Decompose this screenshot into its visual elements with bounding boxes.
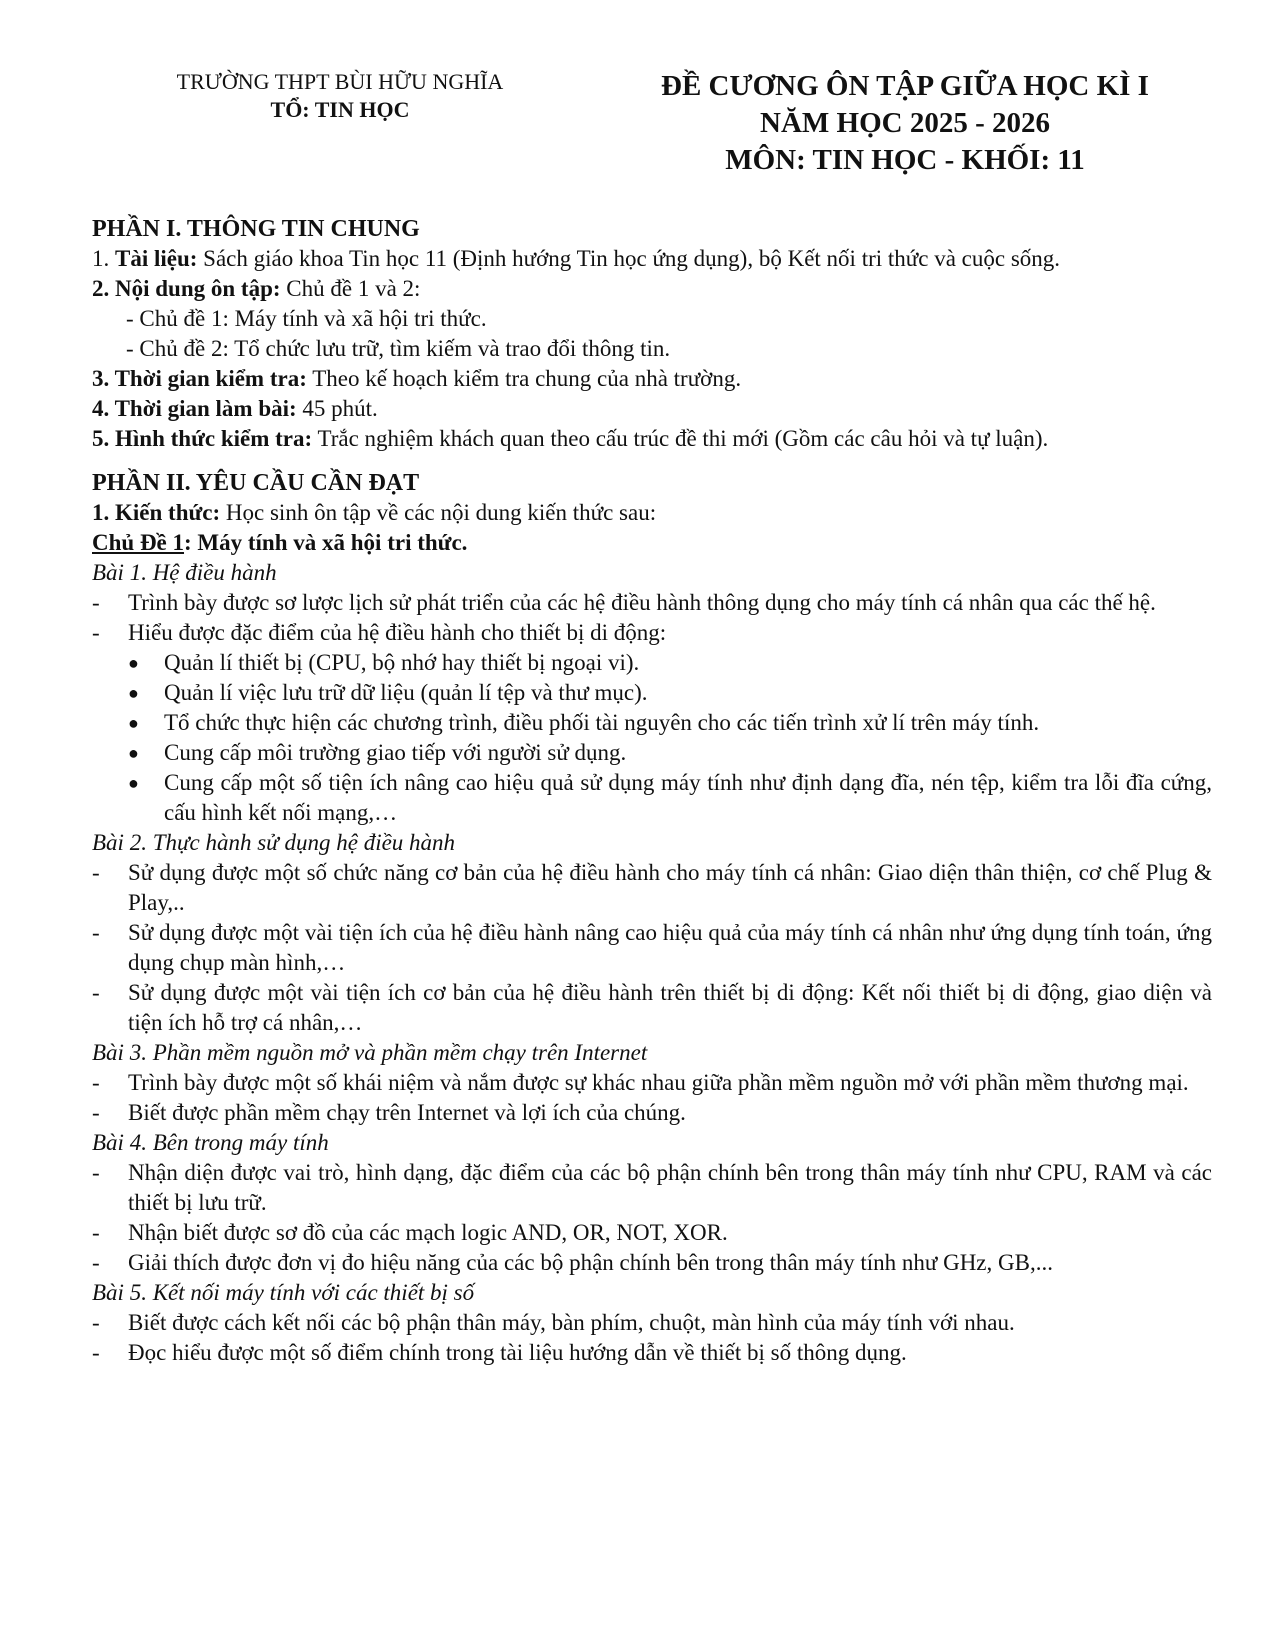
bullet-item <box>92 648 1212 678</box>
dash-marker: - <box>92 1310 100 1335</box>
header-left <box>120 68 560 124</box>
part1-title: PHẦN I. THÔNG TIN CHUNG <box>92 216 420 242</box>
knowledge-text: Học sinh ôn tập về các nội dung kiến thức sau: <box>220 500 657 525</box>
lesson-2-title: Bài 2. Thực hành sử dụng hệ điều hành <box>92 830 456 855</box>
dash-marker: - <box>92 590 100 615</box>
topic-1-title: : Máy tính và xã hội tri thức. <box>184 530 468 555</box>
item-label: 4. Thời gian làm bài: <box>92 396 297 421</box>
part1-item-1 <box>92 244 1212 274</box>
lesson-3-item <box>92 1068 1212 1098</box>
dash-marker: - <box>92 1160 100 1185</box>
item-text: 45 phút. <box>296 396 378 421</box>
item-text: Biết được phần mềm chạy trên Internet và lợi ích của chúng. <box>128 1100 686 1125</box>
bullet-icon: ● <box>128 743 139 763</box>
lesson-2-item <box>92 858 1212 918</box>
bullet-icon: ● <box>128 773 139 793</box>
item-label: Tài liệu: <box>115 246 198 271</box>
lesson-2-item <box>92 978 1212 1038</box>
item-text: Cung cấp môi trường giao tiếp với người sử dụng. <box>164 740 627 765</box>
item-text: Quản lí thiết bị (CPU, bộ nhớ hay thiết bị ngoại vi). <box>164 650 640 675</box>
item-text: Trắc nghiệm khách quan theo cấu trúc đề thi mới (Gồm các câu hỏi và tự luận). <box>312 426 1049 451</box>
dash-marker: - <box>92 1220 100 1245</box>
title-line-2: NĂM HỌC 2025 - 2026 <box>760 107 1050 139</box>
document-title <box>630 68 1180 179</box>
document-body <box>92 214 1212 1368</box>
item-text: Nhận diện được vai trò, hình dạng, đặc điểm của các bộ phận chính bên trong thân máy tính như CPU, RAM và các thiết bị lưu trữ. <box>128 1160 1212 1215</box>
bullet-item <box>92 708 1212 738</box>
item-text: Hiểu được đặc điểm của hệ điều hành cho thiết bị di động: <box>128 620 667 645</box>
lesson-1-item <box>92 588 1212 618</box>
item-text: Chủ đề 1 và 2: <box>280 276 421 301</box>
bullet-item <box>92 738 1212 768</box>
dash-marker: - <box>92 1250 100 1275</box>
part1-item-4 <box>92 394 1212 424</box>
item-text: Trình bày được sơ lược lịch sử phát triển của các hệ điều hành thông dụng cho máy tính cá nhân qua các thế hệ. <box>128 590 1156 615</box>
dash-marker: - <box>92 860 100 885</box>
department-name: TỔ: TIN HỌC <box>270 97 410 122</box>
item-text: Sử dụng được một số chức năng cơ bản của hệ điều hành cho máy tính cá nhân: Giao diện thân thiện, cơ chế Plug & Play,.. <box>128 860 1212 915</box>
dash-marker: - <box>92 920 100 945</box>
item-text: Sách giáo khoa Tin học 11 (Định hướng Tin học ứng dụng), bộ Kết nối tri thức và cuộc sống. <box>197 246 1061 271</box>
item-label: 2. Nội dung ôn tập: <box>92 276 281 301</box>
part1-item-3 <box>92 364 1212 394</box>
item-text: Đọc hiểu được một số điểm chính trong tài liệu hướng dẫn về thiết bị số thông dụng. <box>128 1340 907 1365</box>
bullet-item <box>92 768 1212 828</box>
lesson-2-item <box>92 918 1212 978</box>
part1-item-2-sub-2: - Chủ đề 2: Tổ chức lưu trữ, tìm kiếm và trao đổi thông tin. <box>126 336 671 361</box>
lesson-4-item <box>92 1218 1212 1248</box>
item-text: Quản lí việc lưu trữ dữ liệu (quản lí tệp và thư mục). <box>164 680 648 705</box>
lesson-5-item <box>92 1338 1212 1368</box>
dash-marker: - <box>92 1100 100 1125</box>
part1-item-5 <box>92 424 1212 454</box>
item-text: Giải thích được đơn vị đo hiệu năng của các bộ phận chính bên trong thân máy tính như GHz, GB,... <box>128 1250 1053 1275</box>
item-label: 3. Thời gian kiểm tra: <box>92 366 307 391</box>
school-name: TRƯỜNG THPT BÙI HỮU NGHĨA <box>176 69 504 94</box>
item-text: Nhận biết được sơ đồ của các mạch logic AND, OR, NOT, XOR. <box>128 1220 728 1245</box>
lesson-5-title: Bài 5. Kết nối máy tính với các thiết bị số <box>92 1280 475 1305</box>
item-text: Theo kế hoạch kiểm tra chung của nhà trường. <box>306 366 742 391</box>
bullet-icon: ● <box>128 653 139 673</box>
lesson-4-item <box>92 1158 1212 1218</box>
title-line-3: MÔN: TIN HỌC - KHỐI: 11 <box>725 144 1085 176</box>
item-number: 1. <box>92 246 115 271</box>
item-text: Sử dụng được một vài tiện ích cơ bản của hệ điều hành trên thiết bị di động: Kết nối thiết bị di động, giao diện và tiện ích hỗ trợ cá nhân,… <box>128 980 1212 1035</box>
item-text: Sử dụng được một vài tiện ích của hệ điều hành nâng cao hiệu quả của máy tính cá nhân như ứng dụng tính toán, ứng dụng chụp màn hình,… <box>128 920 1212 975</box>
bullet-icon: ● <box>128 713 139 733</box>
lesson-1-item <box>92 618 1212 648</box>
lesson-5-item <box>92 1308 1212 1338</box>
topic-1-heading <box>92 528 1212 558</box>
item-label: 5. Hình thức kiểm tra: <box>92 426 313 451</box>
topic-1-label: Chủ Đề 1 <box>92 530 185 555</box>
lesson-1-title: Bài 1. Hệ điều hành <box>92 560 277 585</box>
item-text: Tổ chức thực hiện các chương trình, điều phối tài nguyên cho các tiến trình xử lí trên máy tính. <box>164 710 1040 735</box>
title-line-1: ĐỀ CƯƠNG ÔN TẬP GIỮA HỌC KÌ I <box>661 70 1149 102</box>
knowledge-label: 1. Kiến thức: <box>92 500 221 525</box>
lesson-4-title: Bài 4. Bên trong máy tính <box>92 1130 329 1155</box>
bullet-icon: ● <box>128 683 139 703</box>
part1-item-2-sub-1: - Chủ đề 1: Máy tính và xã hội tri thức. <box>126 306 487 331</box>
dash-marker: - <box>92 620 100 645</box>
item-text: Trình bày được một số khái niệm và nắm được sự khác nhau giữa phần mềm nguồn mở với phần mềm thương mại. <box>128 1070 1189 1095</box>
knowledge-line <box>92 498 1212 528</box>
lesson-3-title: Bài 3. Phần mềm nguồn mở và phần mềm chạy trên Internet <box>92 1040 648 1065</box>
bullet-item <box>92 678 1212 708</box>
lesson-4-item <box>92 1248 1212 1278</box>
dash-marker: - <box>92 1340 100 1365</box>
dash-marker: - <box>92 980 100 1005</box>
item-text: Biết được cách kết nối các bộ phận thân máy, bàn phím, chuột, màn hình của máy tính với nhau. <box>128 1310 1015 1335</box>
dash-marker: - <box>92 1070 100 1095</box>
lesson-3-item <box>92 1098 1212 1128</box>
item-text: Cung cấp một số tiện ích nâng cao hiệu quả sử dụng máy tính như định dạng đĩa, nén tệp, kiểm tra lỗi đĩa cứng, cấu hình kết nối mạng,… <box>164 770 1212 825</box>
part2-title: PHẦN II. YÊU CẦU CẦN ĐẠT <box>92 470 420 496</box>
part1-item-2 <box>92 274 1212 304</box>
